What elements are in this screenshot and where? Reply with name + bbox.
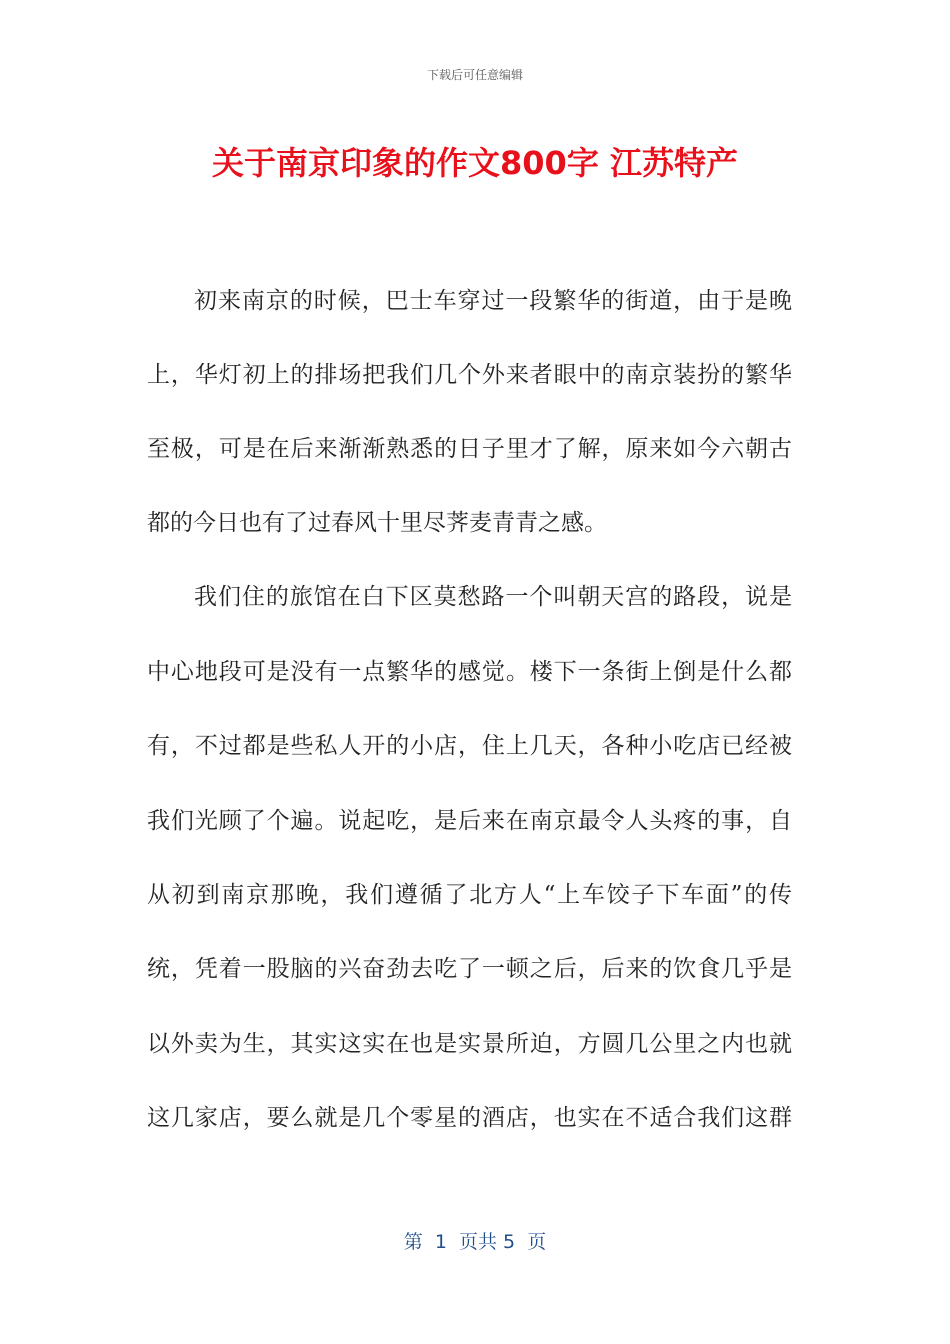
body-line: 这几家店，要么就是几个零星的酒店，也实在不适合我们这群 <box>147 1105 792 1131</box>
body-line: 我们光顾了个遍。说起吃，是后来在南京最令人头疼的事，自 <box>147 808 792 834</box>
body-line: 上，华灯初上的排场把我们几个外来者眼中的南京装扮的繁华 <box>147 362 792 388</box>
body-line: 以外卖为生，其实这实在也是实景所迫，方圆几公里之内也就 <box>147 1031 792 1057</box>
body-line: 中心地段可是没有一点繁华的感觉。楼下一条街上倒是什么都 <box>147 659 792 685</box>
header-note: 下载后可任意编辑 <box>426 68 523 82</box>
body-line: 有，不过都是些私人开的小店，住上几天，各种小吃店已经被 <box>147 733 792 759</box>
body-line: 都的今日也有了过春风十里尽荠麦青青之感。 <box>147 510 607 536</box>
body-line: 初来南京的时候，巴士车穿过一段繁华的街道，由于是晚 <box>194 288 792 314</box>
body-line: 我们住的旅馆在白下区莫愁路一个叫朝天宫的路段，说是 <box>194 584 792 610</box>
body-line: 从初到南京那晚，我们遵循了北方人“上车饺子下车面”的传 <box>147 882 792 908</box>
body-line: 至极，可是在后来渐渐熟悉的日子里才了解，原来如今六朝古 <box>147 436 792 462</box>
page-number: 第 1 页共 5 页 <box>403 1231 547 1253</box>
document-title: 关于南京印象的作文800字 江苏特产 <box>212 144 738 182</box>
body-line: 统，凭着一股脑的兴奋劲去吃了一顿之后，后来的饮食几乎是 <box>147 956 792 982</box>
